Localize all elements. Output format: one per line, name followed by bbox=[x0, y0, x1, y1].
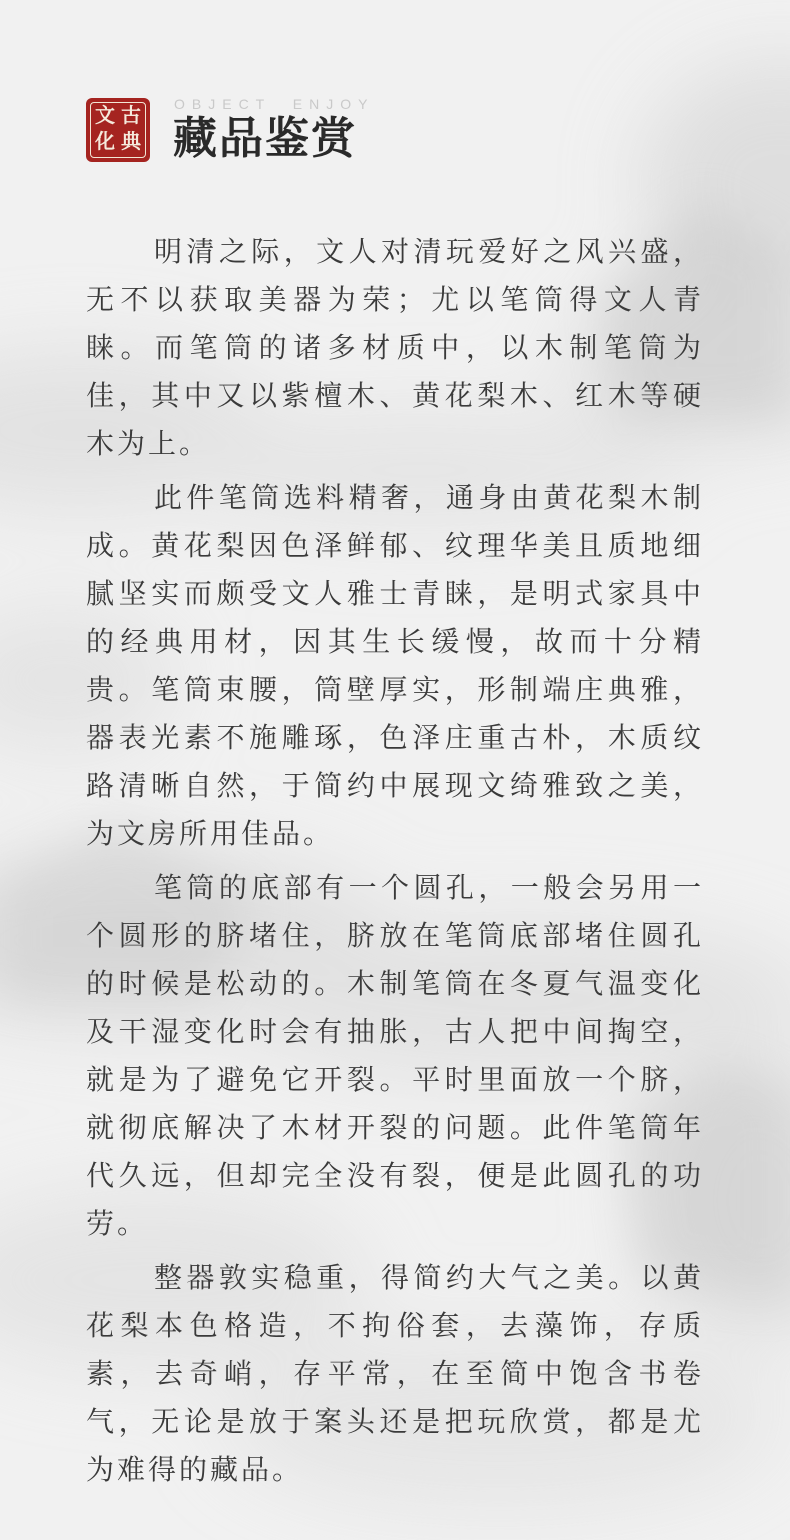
paragraph-intro: 明清之际，文人对清玩爱好之风兴盛，无不以获取美器为荣；尤以笔筒得文人青睐。而笔筒的诸多材质中，以木制笔筒为佳，其中又以紫檀木、黄花梨木、红木等硬木为上。 bbox=[86, 235, 704, 460]
section-title: 藏品鉴赏 bbox=[173, 113, 357, 164]
seal-char: 化 bbox=[95, 129, 115, 153]
seal-logo bbox=[86, 98, 150, 162]
paragraph-base-hole: 笔筒的底部有一个圆孔，一般会另用一个圆形的脐堵住，脐放在笔筒底部堵住圆孔的时候是松动的。木制笔筒在冬夏气温变化及干湿变化时会有抽胀，古人把中间掏空，就是为了避免它开裂。平时里面放一个脐，就彻底解决了木材开裂的问题。此件笔筒年代久远，但却完全没有裂，便是此圆孔的功劳。 bbox=[86, 871, 704, 1240]
article-body bbox=[86, 228, 704, 1500]
seal-char: 文 bbox=[95, 103, 115, 127]
seal-char: 古 bbox=[121, 103, 141, 127]
paragraph-material: 此件笔筒选料精奢，通身由黄花梨木制成。黄花梨因色泽鲜郁、纹理华美且质地细腻坚实而颇受文人雅士青睐，是明式家具中的经典用材，因其生长缓慢，故而十分精贵。笔筒束腰，筒壁厚实，形制端庄典雅，器表光素不施雕琢，色泽庄重古朴，木质纹路清晰自然，于简约中展现文绮雅致之美，为文房所用佳品。 bbox=[86, 481, 704, 850]
english-subtitle: OBJECT ENJOY bbox=[174, 96, 375, 112]
paragraph-summary: 整器敦实稳重，得简约大气之美。以黄花梨本色格造，不拘俗套，去藻饰，存质素，去奇峭，存平常，在至简中饱含书卷气，无论是放于案头还是把玩欣赏，都是尤为难得的藏品。 bbox=[86, 1261, 704, 1486]
seal-char: 典 bbox=[121, 129, 141, 153]
